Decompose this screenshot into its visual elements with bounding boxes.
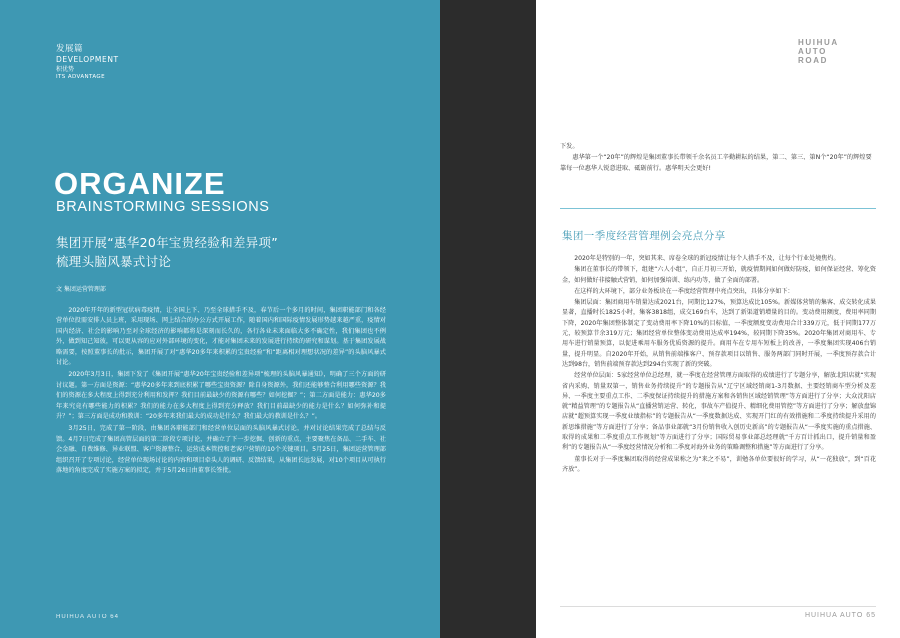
logo-line-2: ROAD [798,56,828,66]
intro-line: 下发。 [560,143,579,150]
logo-line-1: HUIHUA AUTO [798,38,839,57]
section-title-en: DEVELOPMENT [56,54,119,64]
author-byline: 文 集团运营管理部 [56,286,106,293]
paragraph: 3月25日，完成了第一阶段，由集团各职能部门和经营单位层面的头脑风暴式讨论，并对讨论结果完成了总结与反馈。4月7日完成了集团高管层面的第二阶段专项讨论，并确立了下一步挖掘、创新的重点，主要聚焦在备品、二手车、社会金融、自费维修、异业联盟、客户资源整合、运营成本管控和老客户营销的10个关键项目。5月25日，集团运营管理部组织召开了专项讨论，经营单位现场讨论的内容和项目牵头人的调研、反馈结果，从集团长远发展，对10个项目从可执行落地的角度完成了实施方案的拟定，并于5月26日由董事长签批。 [56,425,386,475]
paragraph: 集团在董事长的带领下，组建“六人小组”，自正月初三开始，就疫情期间如何做好防疫，如何保证经营、筹化资金，如何做好非接触式营销，如何加强培训、练内功等，做了全面的部署。 [562,266,876,284]
paragraph: 2020年是特别的一年，突如其来、席卷全球的新冠疫情让每个人措手不及，让每个行业处境焦灼。 [574,255,840,262]
big-title: ORGANIZE [54,166,226,201]
paragraph: 董事长对于一季度集团取得的经营成果称之为“来之不易”，训勉各单位要很好的学习，从“一花独放”，到“百花齐放”。 [562,455,876,473]
section-subtitle-cn: 积优势 [56,66,75,73]
section-subtitle-en: ITS ADVANTAGE [56,73,105,80]
paragraph: 2020年开年的新型冠状病毒疫情，让全国上下、乃至全球措手不及，春节后一个多月的时间，集团职能部门和各经营单位投需安排人员上班，采用现场、网上结合的办公方式开展工作，随着国内和国际疫情发展形势越来越严重，疫情对国内经济、社会的影响乃至对全球经济的影响都将是深刻而长久的，各行各业未来面临大多不确定性，我们集团也不例外，做到知己知彼，可以更从容的应对外部环境的变化，才能对集团未来的发展进行持续的研究和谋划。基于集团发展战略需要，按照董事长的批示，集团开展了对“惠华20多年来积累的宝贵经验”和“距离相对理想状况的差异”的头脑风暴式讨论。 [56,307,386,367]
left-page [0,0,440,638]
section-title-cn: 发展篇 [56,44,84,54]
intro-text [560,142,876,175]
right-article-body [562,254,876,476]
intro-paragraph: 惠华第一个“20年”的辉煌是集团董事长带领千余名员工辛勤耕耘的结果，第二、第三、第N个“20年”的辉煌要靠每一位惠华人锐意进取、砥砺前行。惠华明天会更好! [560,154,872,172]
paragraph: 集团层面：集团商用车销量达成2021台，同期比127%，预算达成比105%。新媒体营销的集客、成交转化成果显著，直播时长1825小时，集客3818组，成交169台车，达到了新渠道销增量的目的。变动费用额度，费用率同期下降，2020年集团整体制定了变动费用率下降10%的目标值，一季度额度变动费用合计339万元，低于同期177万元，较预算节余319万元；集团经营单位整体变动费用达成率194%，较同期下降35%。2020年集团对商用车、专用车进行销量预算，以促进乘用车服务优质资源的提升。商用车在专用车短板上的改善，一季度集团实现406台销量，提升明显。自2020年开始，从销售前端推客户、预存款项目以销售、服务两部门同时开展，一季度预存款合计达到98台，销售前端预存款达到294台实现了新的突破。 [562,299,876,368]
headline-line-1: 集团开展“惠华20年宝贵经验和差异项” [56,235,279,250]
paragraph: 经营单位层面：5家经营单位总经理，就一季度在经营管理方面取得的成绩进行了专题分享，解放北阳店就“实现省内采购、销量双第一，销售业务持续提升”的专题报告从“辽宁区域经销商1-3月数据、主要经销商车型分析及差异、一季度主要重点工作、二季度保证持续提升的措施方案和各销售区域经销管理”等方面进行了分享；大众沈阳店就“精益管理”的专题报告从“直播营销运营、转化，事故车产值提升、精细化费用管控”等方面进行了分享；解放盘锦店就“超预算实现一季度业绩指标”的专题报告从“一季度数据达成、实现开门红的有效措施和二季度持续提升采用的新思维措施”等方面进行了分享；备品事业部就“3月份销售收入创历史新高”的专题报告从“一季度实施的重点措施、取得的成果和二季度重点工作规划”等方面进行了分享；国际贸易事业部总经理就“千方百计抓出口，提升销量和盈利”的专题报告从“一季度经营情况分析和二季度对海外业务的策略调整和措施”等方面进行了分享。 [562,372,876,452]
headline-line-2: 梳理头脑风暴式讨论 [56,254,172,270]
page-gutter [440,0,536,638]
article-headline [56,233,396,272]
footer-rule [560,606,876,607]
big-subtitle: BRAINSTORMING SESSIONS [56,199,270,215]
page-footer-left: HUIHUA AUTO 64 [56,614,119,620]
right-page [536,0,900,638]
paragraph: 在这样的大环境下，部分业务板块在一季度经营管理中亮点突出，具体分享如下： [574,287,794,295]
paragraph: 2020年3月3日，集团下发了《集团开展“惠华20年宝贵经验和差异项”梳理的头脑风暴通知》，明确了三个方面的研讨议题。第一方面是资源：“惠华20多年来到底积累了哪些宝贵资源？除自身资源外，我们还能够整合利用哪些资源？我们的资源在多大程度上得到充分利用和发挥？我们目前最缺少的资源有哪些？如何挖掘？”；第二方面是能力：惠华20多年来究竟有哪些能力的积累？我们的能力在多大程度上得到充分释放？我们目前最缺少的能力是什么？如何弥补和提升？”；第三方面是成功和教训：“20多年来我们最大的成功是什么？我们最大的教训是什么？”。 [56,371,386,421]
section-header [56,44,119,80]
section-heading: 集团一季度经营管理例会亮点分享 [562,230,726,242]
page-footer-right: HUIHUA AUTO 65 [804,612,876,619]
section-divider [560,208,876,209]
brand-logo [798,38,860,66]
left-article-body [56,306,386,479]
